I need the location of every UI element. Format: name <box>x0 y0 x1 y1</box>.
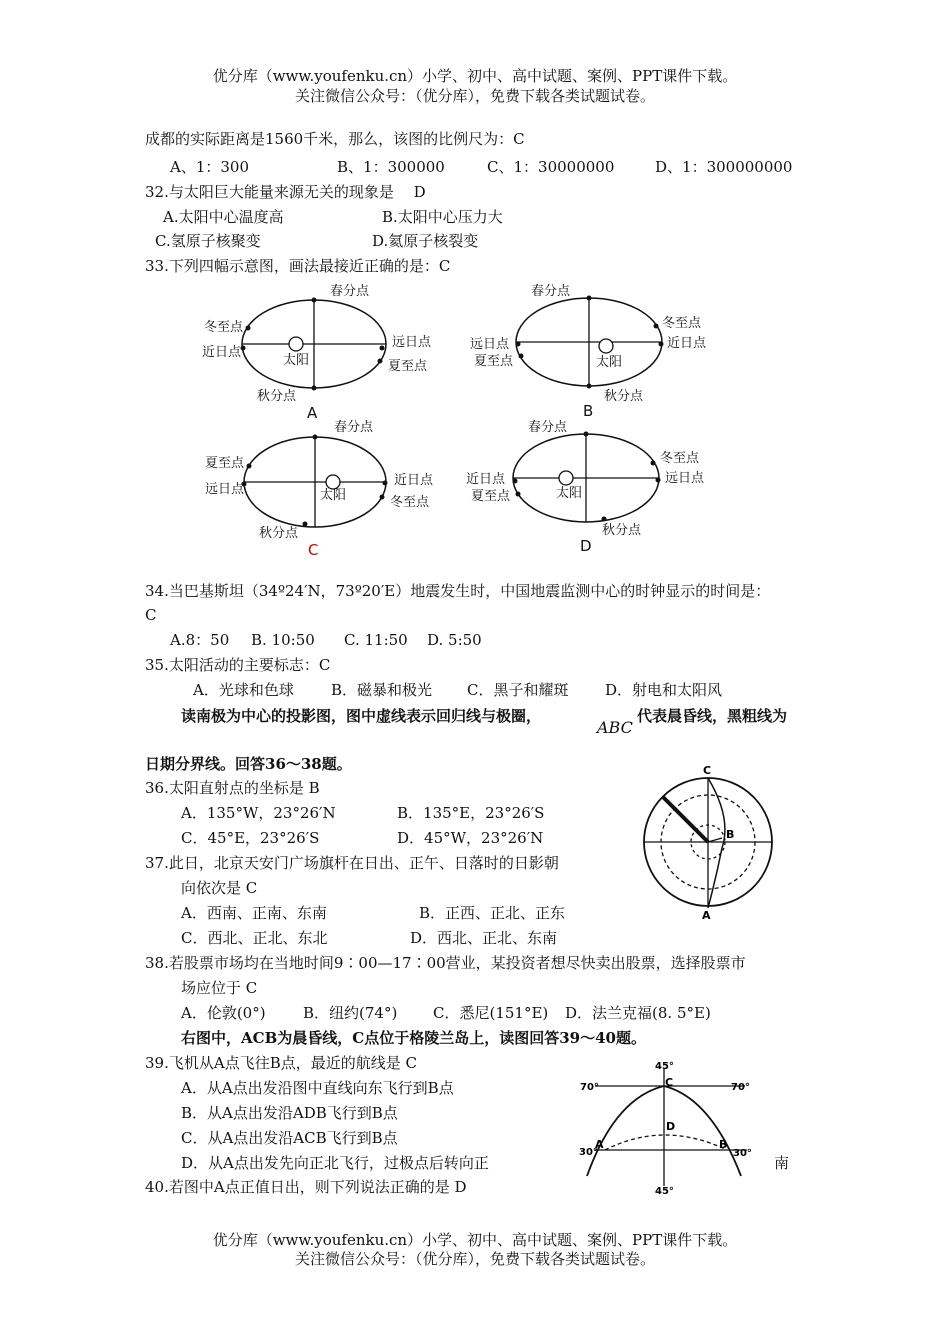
orbit-diagram-c <box>205 419 434 559</box>
q34-option-d: D. 5:50 <box>427 631 482 649</box>
orbit-a-left: 近日点 <box>202 345 242 360</box>
orbit-c-letter: C <box>308 541 319 559</box>
orbit-d-top: 春分点 <box>528 420 568 435</box>
q32-option-d: D.氦原子核裂变 <box>372 232 479 250</box>
orbit-c-right: 近日点 <box>394 473 434 488</box>
orbit-c-left: 远日点 <box>205 482 245 497</box>
arc-label-bottom: 45° <box>655 1186 674 1196</box>
q39-option-c: C．从A点出发沿ACB飞行到B点 <box>181 1129 398 1147</box>
orbit-diagram-d <box>466 419 705 555</box>
orbit-b-right: 近日点 <box>667 336 707 351</box>
q32-option-c: C.氢原子核聚变 <box>155 232 261 250</box>
q34-answer: C <box>145 606 157 624</box>
q38-option-c: C．悉尼(151°E) <box>433 1004 549 1022</box>
q38-option-a: A．伦敦(0°) <box>181 1004 266 1022</box>
arc-label-d: D <box>666 1120 676 1133</box>
intro39: 右图中，ACB为晨昏线，C点位于格陵兰岛上，读图回答39～40题。 <box>181 1029 646 1047</box>
orbit-a-right: 远日点 <box>392 335 432 350</box>
q37-text2: 向依次是 C <box>181 879 258 897</box>
q35-text: 35.太阳活动的主要标志：C <box>145 656 331 674</box>
arc-label-right-low: 30° <box>733 1148 752 1159</box>
q32-option-b: B.太阳中心压力大 <box>382 208 503 226</box>
orbit-b-left: 远日点 <box>470 337 510 352</box>
q31-option-c: C、1：30000000 <box>487 158 615 176</box>
orbit-b-lower-left: 夏至点 <box>474 354 514 369</box>
orbit-diagram-b <box>470 283 707 420</box>
orbit-b-sun: 太阳 <box>596 355 623 370</box>
polar-label-c: C <box>703 764 712 777</box>
orbit-a-top: 春分点 <box>330 284 370 299</box>
orbit-b-letter: B <box>583 402 594 420</box>
orbit-diagrams <box>0 0 950 580</box>
footer-line-2: 关注微信公众号：（优分库），免费下载各类试题试卷。 <box>294 1250 655 1268</box>
q36-option-a: A．135°W，23°26′N <box>181 804 336 822</box>
header-line-2: 关注微信公众号：（优分库），免费下载各类试题试卷。 <box>294 87 655 105</box>
q35-option-a: A．光球和色球 <box>193 681 294 699</box>
orbit-c-lower-right: 冬至点 <box>390 495 430 510</box>
q36-option-b: B．135°E，23°26′S <box>397 804 545 822</box>
orbit-a-bottom: 秋分点 <box>257 389 297 404</box>
header-line-1: 优分库（www.youfenku.cn）小学、初中、高中试题、案例、PPT课件下载。 <box>212 67 738 85</box>
q33-text: 33.下列四幅示意图，画法最接近正确的是：C <box>145 257 451 275</box>
q39-option-a: A．从A点出发沿图中直线向东飞行到B点 <box>181 1079 454 1097</box>
q35-option-b: B．磁暴和极光 <box>331 681 433 699</box>
q36-option-c: C．45°E，23°26′S <box>181 829 320 847</box>
arc-great-circle-map <box>575 1058 765 1196</box>
q37-text: 37.此日，北京天安门广场旗杆在日出、正午、日落时的日影朝 <box>145 854 559 872</box>
q31-option-d: D、1：300000000 <box>655 158 793 176</box>
q38-option-b: B．纽约(74°) <box>303 1004 398 1022</box>
arc-label-a: A <box>595 1138 604 1151</box>
intro36-part1: 读南极为中心的投影图，图中虚线表示回归线与极圈， <box>181 707 542 725</box>
q37-option-a: A．西南、正南、东南 <box>181 904 327 922</box>
q39-option-d-tail: 南 <box>774 1154 790 1172</box>
orbit-d-upper-right: 冬至点 <box>660 451 700 466</box>
polar-label-b: B <box>726 828 735 841</box>
intro36-part2: 代表晨昏线，黑粗线为 <box>637 707 788 725</box>
q34-option-a: A.8：50 <box>170 631 230 649</box>
intro36-line2: 日期分界线。回答36～38题。 <box>145 755 352 773</box>
q37-option-c: C．西北、正北、东北 <box>181 929 328 947</box>
orbit-b-upper-right: 冬至点 <box>662 316 702 331</box>
q34-text: 34.当巴基斯坦（34º24′N，73º20′E）地震发生时，中国地震监测中心的时钟显示的时间是： <box>145 582 771 600</box>
q38-text: 38.若股票市场均在当地时间9∶00—17∶00营业，某投资者想尽快卖出股票，选择股票市 <box>145 954 746 972</box>
orbit-b-top: 春分点 <box>531 284 571 299</box>
polar-label-a: A <box>702 909 711 922</box>
intro36-symbol: ABC <box>597 718 633 737</box>
q37-option-d: D．西北、正北、东南 <box>410 929 558 947</box>
orbit-c-bottom: 秋分点 <box>259 526 299 541</box>
orbit-diagram-a <box>202 283 432 422</box>
q34-option-b: B. 10:50 <box>251 631 315 649</box>
orbit-d-bottom: 秋分点 <box>602 523 642 538</box>
orbit-a-letter: A <box>307 404 318 422</box>
orbit-c-sun: 太阳 <box>320 488 347 503</box>
q38-option-d: D．法兰克福(8. 5°E) <box>565 1004 711 1022</box>
footer-line-1: 优分库（www.youfenku.cn）小学、初中、高中试题、案例、PPT课件下载。 <box>212 1231 738 1249</box>
q32-option-a: A.太阳中心温度高 <box>163 208 284 226</box>
q35-option-c: C．黑子和耀斑 <box>467 681 569 699</box>
arc-label-c: C <box>665 1076 674 1089</box>
arc-label-b: B <box>719 1138 728 1151</box>
orbit-d-right: 远日点 <box>665 471 705 486</box>
orbit-a-lower-right: 夏至点 <box>388 359 428 374</box>
orbit-d-lower-left: 夏至点 <box>471 489 511 504</box>
q36-option-d: D．45°W，23°26′N <box>397 829 544 847</box>
arc-label-top: 45° <box>655 1061 674 1072</box>
orbit-c-top: 春分点 <box>334 420 374 435</box>
q39-option-d: D．从A点出发先向正北飞行，过极点后转向正 <box>181 1154 489 1172</box>
orbit-b-bottom: 秋分点 <box>604 389 644 404</box>
q39-text: 39.飞机从A点飞往B点，最近的航线是 C <box>145 1054 417 1072</box>
q38-text2: 场应位于 C <box>181 979 258 997</box>
q31-text: 成都的实际距离是1560千米，那么，该图的比例尺为：C <box>145 130 525 148</box>
polar-projection-map <box>632 758 782 924</box>
arc-label-right-lat: 70° <box>731 1082 750 1093</box>
orbit-c-upper-left: 夏至点 <box>205 456 245 471</box>
q34-option-c: C. 11:50 <box>344 631 408 649</box>
orbit-d-letter: D <box>580 537 592 555</box>
q36-text: 36.太阳直射点的坐标是 B <box>145 779 320 797</box>
q32-text: 32.与太阳巨大能量来源无关的现象是 D <box>145 183 426 201</box>
arc-label-left-lat: 70° <box>580 1082 599 1093</box>
q40-text: 40.若图中A点正值日出，则下列说法正确的是 D <box>145 1178 467 1196</box>
q39-option-b: B．从A点出发沿ADB飞行到B点 <box>181 1104 398 1122</box>
q35-option-d: D．射电和太阳风 <box>605 681 723 699</box>
orbit-d-left: 近日点 <box>466 472 506 487</box>
q37-option-b: B．正西、正北、正东 <box>419 904 566 922</box>
q31-option-b: B、1：300000 <box>337 158 445 176</box>
arc-label-left-low: 30° <box>579 1147 598 1158</box>
orbit-d-sun: 太阳 <box>556 486 583 501</box>
orbit-a-upper-left: 冬至点 <box>204 320 244 335</box>
q31-option-a: A、1：300 <box>170 158 250 176</box>
orbit-a-sun: 太阳 <box>283 353 310 368</box>
